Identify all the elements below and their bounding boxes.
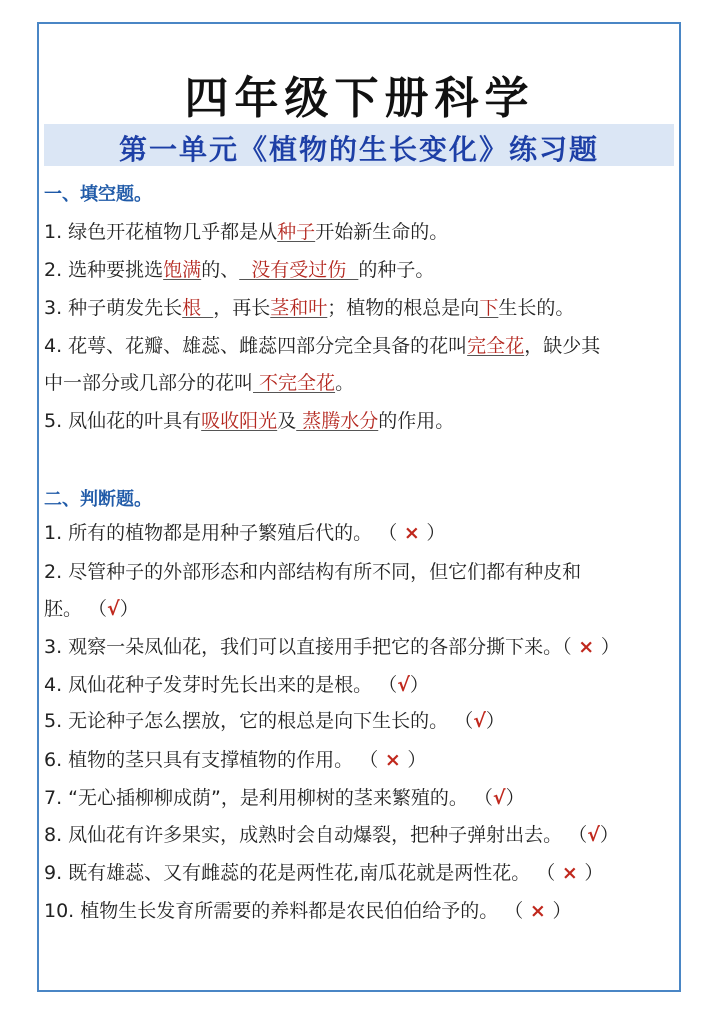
answer-3: 下 <box>479 297 499 319</box>
answer-1: 饱满 <box>163 259 202 281</box>
fill-question-4-line2 <box>44 371 354 395</box>
question-text: 1. 所有的植物都是用种子繁殖后代的。 （ <box>44 522 398 544</box>
bracket: ） <box>485 710 505 732</box>
question-text: 的种子。 <box>358 259 435 281</box>
judge-item-1 <box>44 521 445 545</box>
question-text: 开始新生命的。 <box>315 221 449 243</box>
check-mark: √ <box>473 710 486 732</box>
bracket: ） <box>552 900 572 922</box>
page-subtitle: 第一单元《植物的生长变化》练习题 <box>118 133 599 166</box>
question-text: 4. 凤仙花种子发芽时先长出来的是根。 （ <box>44 674 398 696</box>
cross-mark: × <box>523 900 553 922</box>
section-heading-fill-in: 一、填空题。 <box>44 184 152 205</box>
answer-1: 根 <box>182 297 214 319</box>
question-text: ，再长 <box>213 297 271 319</box>
question-text: 8. 凤仙花有许多果实，成熟时会自动爆裂，把种子弹射出去。 （ <box>44 824 588 846</box>
bracket: ） <box>584 862 604 884</box>
question-text: 4. 花萼、花瓣、雄蕊、雌蕊四部分完全具备的花叫 <box>44 335 468 357</box>
fill-question-5 <box>44 409 454 433</box>
question-text: 。 <box>335 372 355 394</box>
judge-item-2-line2 <box>44 597 139 621</box>
fill-question-2 <box>44 258 434 282</box>
answer-1: 吸收阳光 <box>201 410 278 432</box>
question-text: 2. 尽管种子的外部形态和内部结构有所不同，但它们都有种皮和 <box>44 561 582 583</box>
answer-2: 不完全花 <box>253 372 336 394</box>
cross-mark: × <box>397 522 427 544</box>
answer-2: 蒸腾水分 <box>296 410 379 432</box>
check-mark: √ <box>107 598 120 620</box>
judge-item-6 <box>44 748 426 772</box>
question-text: 7. “无心插柳柳成荫”，是利用柳树的茎来繁殖的。 （ <box>44 787 493 809</box>
question-text: ，缺少其 <box>524 335 601 357</box>
question-text: 5. 无论种子怎么摆放，它的根总是向下生长的。 （ <box>44 710 474 732</box>
judge-item-4 <box>44 673 429 697</box>
check-mark: √ <box>587 824 600 846</box>
check-mark: √ <box>492 787 506 809</box>
answer-1: 种子 <box>277 221 316 243</box>
bracket: ） <box>119 598 139 620</box>
cross-mark: × <box>571 636 601 658</box>
question-text: 10. 植物生长发育所需要的养料都是农民伯伯给予的。 （ <box>44 900 524 922</box>
bracket: ） <box>505 787 525 809</box>
question-text: 及 <box>277 410 297 432</box>
question-text: 胚。 （ <box>44 598 108 620</box>
bracket: ） <box>409 674 429 696</box>
judge-item-3 <box>44 635 620 659</box>
judge-item-8 <box>44 823 619 847</box>
question-text: 5. 凤仙花的叶具有 <box>44 410 202 432</box>
judge-item-2 <box>44 560 581 584</box>
section-heading-true-false: 二、判断题。 <box>44 489 152 510</box>
answer-1: 完全花 <box>467 335 525 357</box>
question-text: 3. 观察一朵凤仙花，我们可以直接用手把它的各部分撕下来。（ <box>44 636 572 658</box>
question-text: 9. 既有雄蕊、又有雌蕊的花是两性花,南瓜花就是两性花。 （ <box>44 862 556 884</box>
judge-item-7 <box>44 786 525 810</box>
bracket: ） <box>599 824 619 846</box>
answer-2: 没有受过伤 <box>239 259 359 281</box>
judge-item-10 <box>44 899 571 923</box>
question-text: 2. 选种要挑选 <box>44 259 164 281</box>
question-text: 生长的。 <box>498 297 575 319</box>
question-text: 中一部分或几部分的花叫 <box>44 372 254 394</box>
bracket: ） <box>407 749 427 771</box>
question-text: ；植物的根总是向 <box>327 297 480 319</box>
question-text: 的、 <box>201 259 240 281</box>
question-text: 6. 植物的茎只具有支撑植物的作用。 （ <box>44 749 379 771</box>
judge-item-9 <box>44 861 603 885</box>
question-text: 的作用。 <box>378 410 455 432</box>
question-text: 1. 绿色开花植物几乎都是从 <box>44 221 278 243</box>
judge-item-5 <box>44 709 505 733</box>
cross-mark: × <box>555 862 585 884</box>
cross-mark: × <box>378 749 408 771</box>
answer-2: 茎和叶 <box>270 297 328 319</box>
bracket: ） <box>600 636 620 658</box>
fill-question-1 <box>44 220 448 244</box>
bracket: ） <box>426 522 446 544</box>
fill-question-3 <box>44 296 574 320</box>
question-text: 3. 种子萌发先长 <box>44 297 183 319</box>
check-mark: √ <box>397 674 410 696</box>
page-title: 四年级下册科学 <box>184 73 535 124</box>
fill-question-4 <box>44 334 600 358</box>
